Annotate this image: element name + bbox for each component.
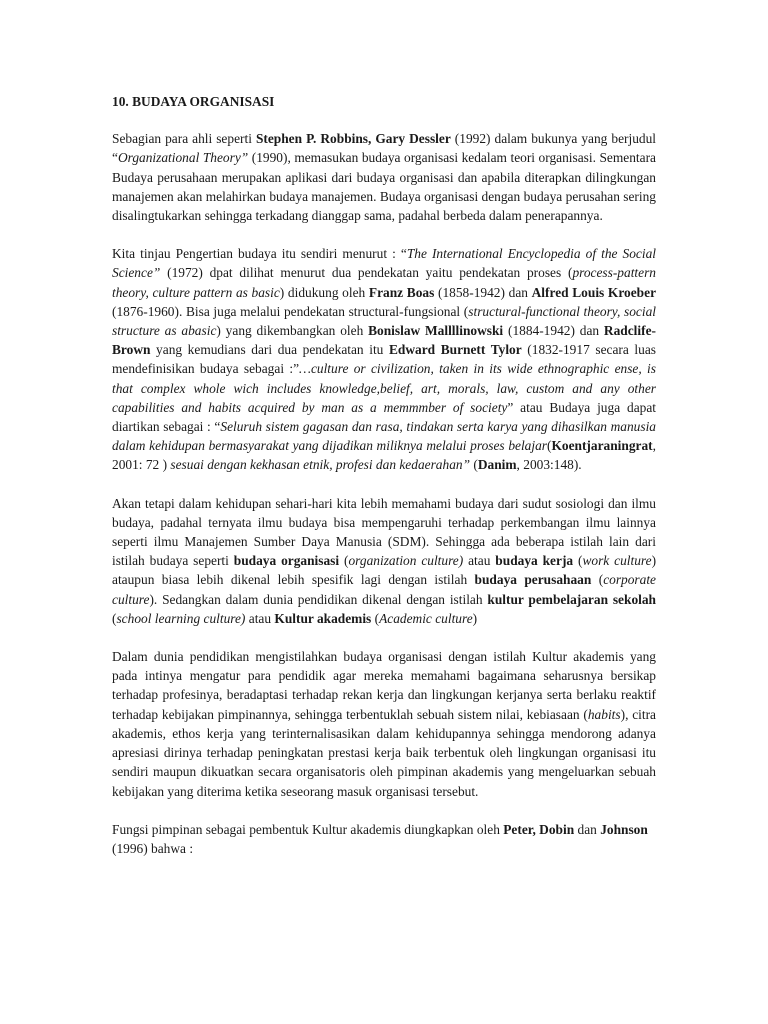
bold-name: Koentjaraningrat (551, 438, 653, 454)
text-run: yang kemudians dari dua pendekatan itu (150, 342, 389, 358)
text-run: ( (371, 610, 380, 626)
text-run: ( (470, 457, 478, 473)
bold-name: Johnson (600, 821, 648, 837)
text-run: (1996) bahwa : (112, 840, 194, 856)
text-run: (1884-1942) dan (503, 323, 604, 339)
bold-name: Edward Burnett Tylor (388, 342, 522, 358)
text-run: (1876-1960). Bisa juga melalui pendekatan structural-fungsional ( (112, 303, 469, 319)
text-run: , 2001: 72 ) (112, 438, 656, 473)
bold-author-names: Stephen P. Robbins, Gary Dessler (255, 131, 451, 147)
section-title: 10. BUDAYA ORGANISASI (112, 94, 275, 109)
italic-text: process-pattern theory, culture pattern as basic (112, 265, 656, 300)
text-run: (1832-1917 secara luas mendefinisikan budaya sebagai :” (112, 342, 656, 377)
bold-name: Bonislaw Mallllinowski (368, 323, 504, 339)
bold-term: kultur pembelajaran sekolah (487, 591, 656, 607)
text-run: (1990), memasukan budaya organisasi kedalam teori organisasi. Sementara Budaya perusahaan merupakan aplikasi dari budaya organisasi dan apabila diterapkan dilingkungan manajemen akan melahirkan budaya manajemen. Budaya organisasi dengan budaya perusahan sering disalingtukarkan sehingga terkadang dianggap sama, padahal berbeda dalam penerapannya. (112, 150, 656, 224)
text-run: ). Sedangkan dalam dunia pendidikan dikenal dengan istilah (149, 591, 488, 607)
text-run: Akan tetapi dalam kehidupan sehari-hari kita lebih memahami budaya dari sudut sosiologi dan ilmu budaya, padahal ternyata ilmu budaya bisa mempengaruhi terhadap perkembangan ilmu lainnya seperti ilmu Manajemen Sumber Daya Manusia (SDM). Sehingga ada beberapa istilah lain dari istilah budaya seperti (112, 495, 656, 569)
text-run: Kita tinjau Pengertian budaya itu sendiri menurut : “ (112, 246, 407, 262)
text-run: (1858-1942) dan (434, 284, 532, 300)
text-run: atau (245, 610, 275, 626)
text-run: (1992) dalam bukunya yang berjudul “ (112, 131, 656, 166)
bold-name: Radclife-Brown (112, 323, 656, 358)
italic-term: corporate culture (112, 572, 656, 607)
text-run: (1972) dpat dilihat menurut dua pendekatan yaitu pendekatan proses ( (160, 265, 573, 281)
italic-quote: sesuai dengan kekhasan etnik, profesi dan kedaerahan” (170, 457, 471, 473)
text-run: ) (472, 610, 478, 626)
text-run: ( (573, 553, 583, 569)
bold-name: Peter, Dobin (503, 821, 575, 837)
text-run: ) ataupun biasa lebih dikenal lebih spesifik lagi dengan istilah (112, 553, 657, 588)
bold-term: budaya kerja (495, 553, 574, 569)
italic-term: habits (587, 706, 621, 722)
paragraph-4 (112, 647, 656, 801)
bold-name: Franz Boas (368, 284, 435, 300)
text-run: Fungsi pimpinan sebagai pembentuk Kultur akademis diungkapkan oleh (112, 821, 504, 837)
italic-term: work culture (582, 553, 652, 569)
text-run: ) didukung oleh (279, 284, 369, 300)
bold-name: Alfred Louis Kroeber (531, 284, 657, 300)
text-run: ( (339, 553, 349, 569)
text-run: ), citra akademis, ethos kerja yang terinternalisasikan dalam kehidupannya sehingga mendorong adanya apresiasi dirinya terhadap peningkatan prestasi kerja baik terbentuk oleh lingkungan organisasi itu sendiri maupun dikuatkan secara organisatoris oleh pimpinan akademis yang mengeluarkan sebuah kebijakan yang diterima ketika seseorang masuk organisasi tersebut. (112, 706, 656, 799)
text-run: Sebagian para ahli seperti (112, 131, 256, 147)
text-run: ( (547, 438, 552, 454)
text-run: Dalam dunia pendidikan mengistilahkan budaya organisasi dengan istilah Kultur akademis yang pada intinya mengatur para pendidik agar mereka memahami bagaimana seharusnya bersikap terhadap profesinya, beradaptasi terhadap rekan kerja dan lingkungan kerjanya serta berlaku reaktif terhadap kebijakan pimpinannya, sehingga terbentuklah sebuah sistem nilai, kebiasaan ( (112, 649, 656, 722)
paragraph-5 (112, 820, 656, 858)
text-run: ( (591, 572, 604, 588)
text-run: ” atau Budaya juga dapat diartikan sebagai : “ (112, 399, 656, 435)
text-run: ) yang dikembangkan oleh (216, 323, 369, 339)
bold-term: Kultur akademis (274, 610, 372, 626)
bold-term: budaya organisasi (233, 553, 340, 569)
text-run: atau (463, 553, 496, 569)
bold-name: Danim (477, 457, 517, 473)
italic-term: school learning culture) (116, 610, 246, 626)
italic-text: structural-functional theory, social structure as abasic (112, 303, 656, 339)
text-run: , 2003:148). (516, 457, 582, 473)
bold-term: budaya perusahaan (474, 572, 592, 588)
italic-term: Academic culture (379, 610, 473, 626)
text-run: dan (574, 821, 601, 837)
italic-term: organization culture) (348, 553, 464, 569)
italic-book-title: Organizational Theory” (117, 150, 249, 166)
paragraph-3 (112, 494, 656, 628)
paragraph-1 (112, 129, 656, 225)
italic-encyclopedia-title: The International Encyclopedia of the Social Science” (112, 246, 656, 281)
text-run: ( (112, 610, 117, 626)
italic-quote: …culture or civilization, taken in its wide ethnographic ense, is that complex whole wich includes knowledge,belief, art, morals, law, custom and any other capabilities and habits acquired by man as a memmmber of society (112, 361, 656, 415)
document-page (112, 92, 656, 877)
italic-quote: Seluruh sistem gagasan dan rasa, tindakan serta karya yang dihasilkan manusia dalam kehidupan bermasyarakat yang dijadikan miliknya melalui proses belajar (112, 419, 657, 454)
paragraph-2 (112, 244, 656, 474)
